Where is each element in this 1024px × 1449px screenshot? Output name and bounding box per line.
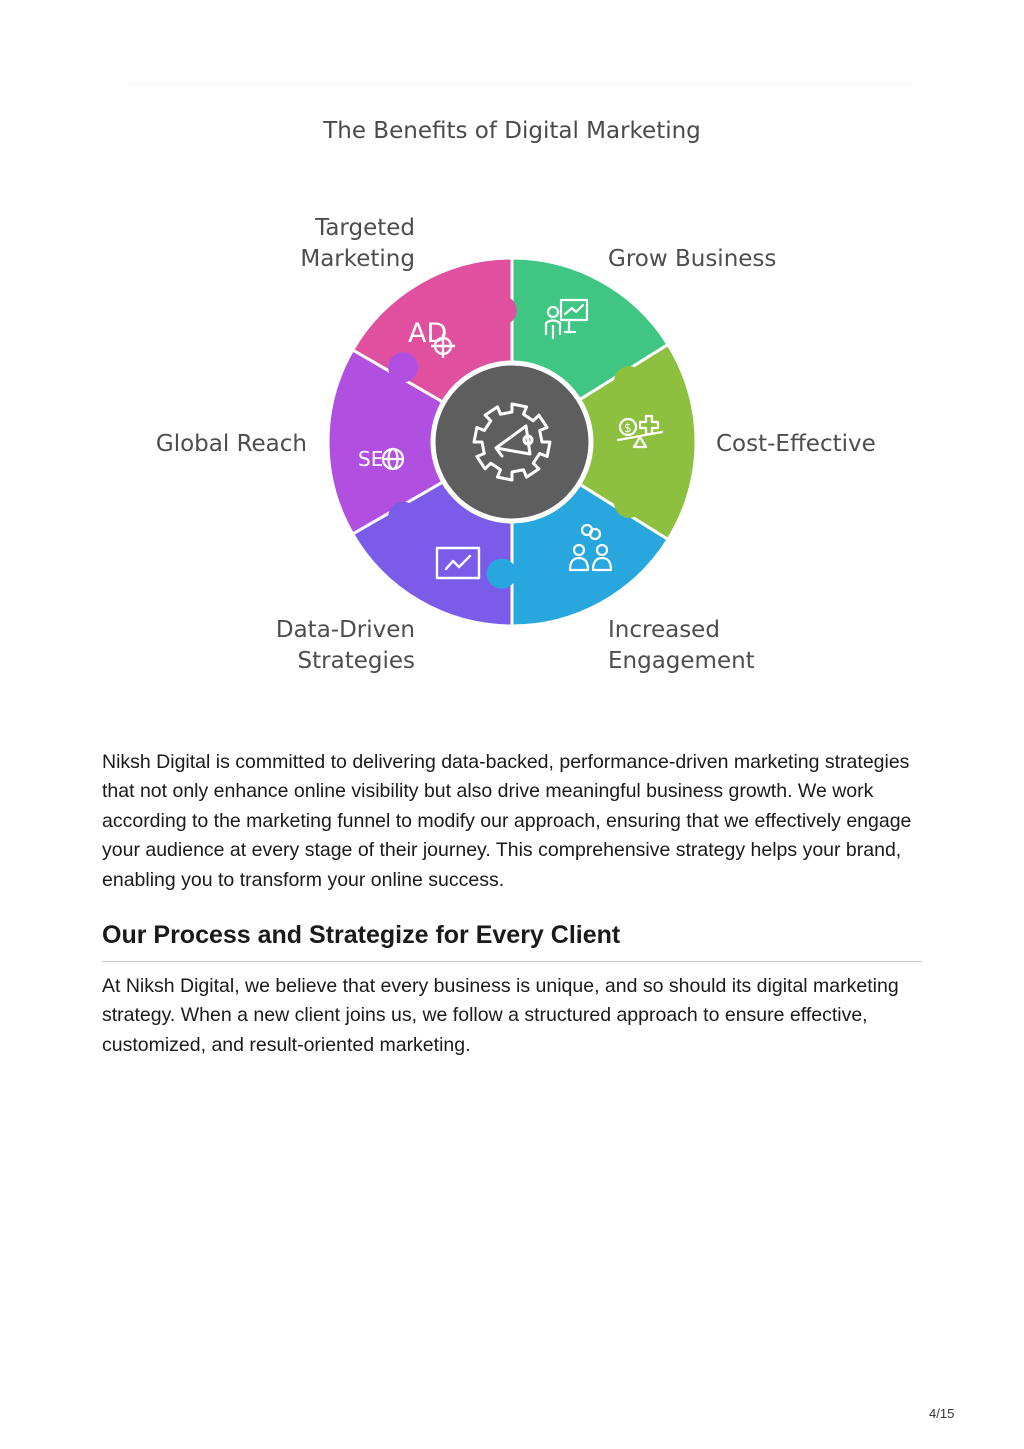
seo-globe-icon [358,447,403,471]
svg-text:Marketing: Marketing [300,246,415,272]
svg-text:AD: AD [408,318,448,349]
puzzle-knob [388,502,418,532]
puzzle-knob [487,559,517,589]
svg-text:Targeted: Targeted [315,215,415,241]
svg-text:Grow Business: Grow Business [608,246,777,272]
label-data-driven-strategies [276,617,415,674]
figure-title: The Benefits of Digital Marketing [323,118,701,144]
intro-paragraph: Niksh Digital is committed to delivering data-backed, performance-driven marketing strategies that not only enhance online visibility but also drive meaningful business growth. We work according to the marketing funnel to modify our approach, ensuring that we effectively engage your audience at every stage of their journey. This comprehensive strategy helps your brand, enabling you to transform your online success. [102,751,912,891]
label-targeted-marketing [300,215,415,272]
section-heading: Our Process and Strategize for Every Client [102,921,621,949]
puzzle-knob [614,488,644,518]
svg-text:Data-Driven: Data-Driven [275,617,415,643]
svg-text:Global Reach: Global Reach [155,431,307,457]
svg-text:Increased: Increased [608,617,720,643]
benefits-puzzle-diagram [0,0,1024,720]
svg-text:Engagement: Engagement [608,648,755,674]
puzzle-knob [614,366,644,396]
process-paragraph: At Niksh Digital, we believe that every business is unique, and so should its digital marketing strategy. When a new client joins us, we follow a structured approach to ensure effective, customized, and result-oriented marketing. [102,975,899,1056]
page-number: 4/15 [929,1406,955,1421]
puzzle-knob [388,352,418,382]
svg-text:Cost-Effective: Cost-Effective [716,431,876,457]
svg-text:$: $ [624,421,632,435]
label-grow-business [608,246,776,272]
label-global-reach [156,431,307,457]
puzzle-knob [487,295,517,325]
center-hub [433,363,591,521]
label-cost-effective [716,431,876,457]
label-increased-engagement [608,617,755,674]
svg-text:Strategies: Strategies [297,648,415,674]
heading-divider [102,961,922,962]
svg-text:SE: SE [358,447,384,471]
